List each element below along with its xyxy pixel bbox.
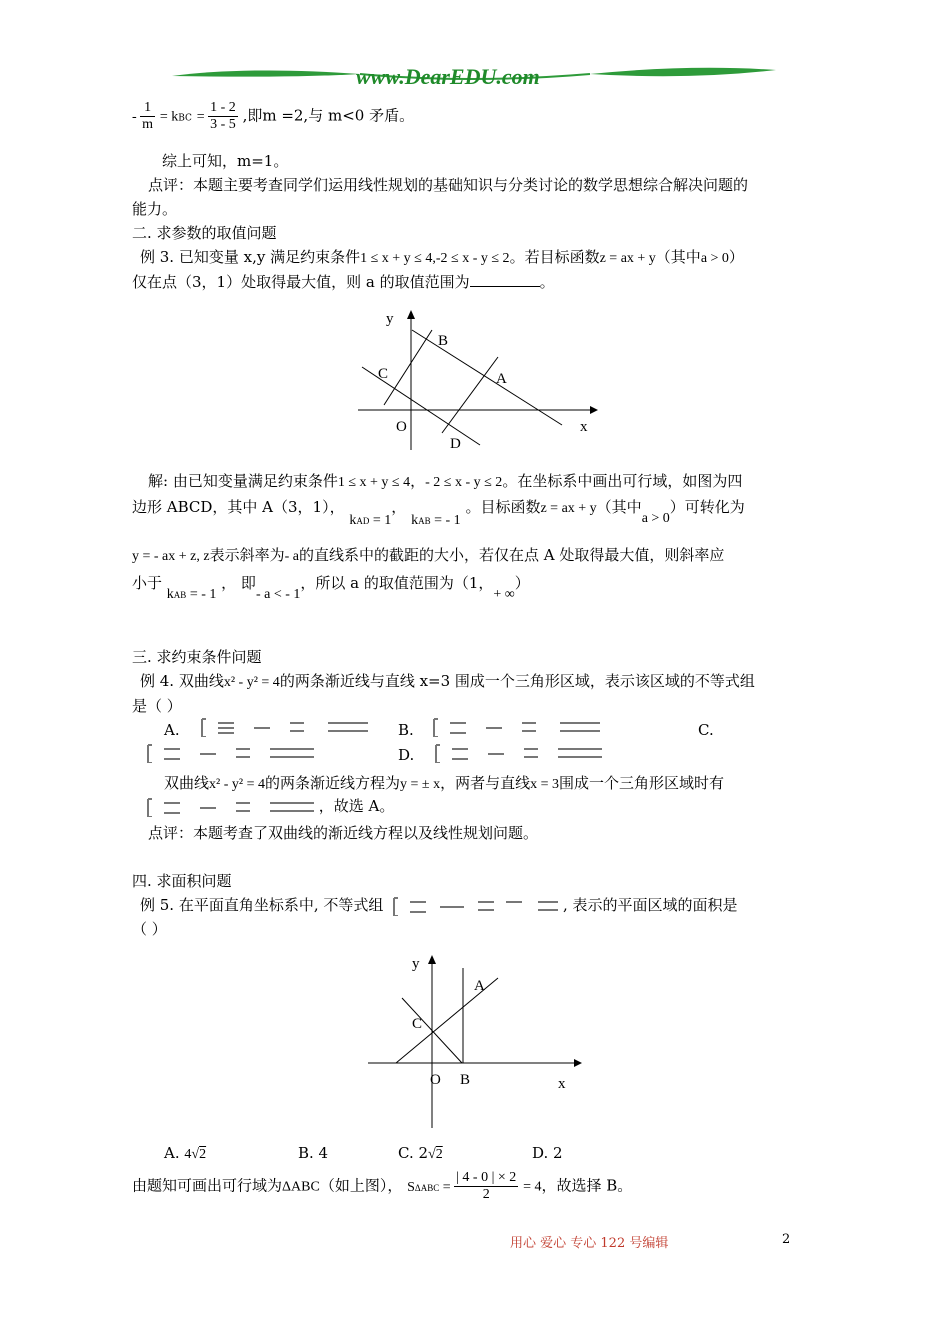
solution-5: 由题知可画出可行域为ΔABC（如上图）， SΔABC = $\frac{| 4 - 0 | \times 2}{2}$ = 4，故选择 B。 bbox=[132, 1170, 633, 1202]
line-x-minus-y-2 bbox=[442, 357, 498, 433]
fig2-label-o: O bbox=[430, 1072, 441, 1088]
solution-4-inequality-image bbox=[144, 797, 314, 817]
fig2-label-a: A bbox=[474, 978, 485, 994]
fig1-label-b: B bbox=[438, 333, 449, 349]
example-3-line-1: 例 3. 已知变量 x,y 满足约束条件1 ≤ x + y ≤ 4,-2 ≤ x - y ≤ 2。若目标函数z = ax + y（其中a > 0） bbox=[140, 248, 744, 266]
example-3-line-2: 仅在点（3，1）处取得最大值，则 a 的取值范围为 。 bbox=[132, 273, 555, 291]
fig2-label-y: y bbox=[412, 956, 420, 972]
comment-1-line-a: 点评：本题主要考查同学们运用线性规划的基础知识与分类讨论的数学思想综合解决问题的 bbox=[148, 176, 749, 194]
solution-4-line-2: ，故选 A。 bbox=[144, 795, 394, 817]
solution-4-line-1: 双曲线x² - y² = 4的两条渐近线方程为y = ± x，两者与直线x = 3围成一个三角形区域时有 bbox=[164, 774, 725, 792]
conclusion: 综上可知，m=1。 bbox=[162, 152, 289, 170]
answer-blank bbox=[470, 272, 540, 287]
fraction-slope: $\frac{1 - 2}{3 - 5}$ bbox=[210, 100, 236, 132]
fraction-1-over-m: $\frac{1}{m}$ bbox=[142, 100, 154, 132]
fig1-label-a: A bbox=[496, 371, 507, 387]
sqrt-icon: √ bbox=[428, 1147, 436, 1162]
option-a-inequality-image bbox=[198, 717, 368, 737]
figure-2-triangle-region bbox=[362, 950, 592, 1135]
example-5-inequality-image bbox=[388, 896, 558, 916]
fig1-label-x: x bbox=[580, 419, 588, 435]
site-url[interactable]: www.DearEDU.com bbox=[356, 64, 540, 89]
ex5-option-a: A. 4√2 bbox=[164, 1144, 207, 1162]
line-x-plus-y-4 bbox=[412, 330, 562, 425]
option-b-label: B. bbox=[398, 721, 414, 739]
x-axis-arrow-icon bbox=[574, 1059, 582, 1067]
y-axis-arrow-icon bbox=[428, 955, 436, 964]
line-x-minus-y-neg2 bbox=[384, 330, 432, 405]
footer-text: 用心 爱心 专心 122 号编辑 bbox=[510, 1236, 669, 1251]
area-fraction: $\frac{| 4 - 0 | \times 2}{2}$ bbox=[456, 1170, 517, 1202]
option-b-inequality-image bbox=[430, 717, 600, 737]
figure-1-feasible-region bbox=[350, 305, 610, 455]
section-4-heading: 四. 求面积问题 bbox=[132, 872, 232, 890]
solution-3-line-3: y = - ax + z, z表示斜率为- a的直线系中的截距的大小，若仅在点 A 处取得最大值，则斜率应 bbox=[132, 546, 725, 564]
option-d-inequality-image bbox=[432, 743, 602, 763]
fig2-label-c: C bbox=[412, 1016, 423, 1032]
example-5-line-2: （ ） bbox=[132, 920, 167, 938]
fig1-label-o: O bbox=[396, 419, 407, 435]
ex5-option-b: B. 4 bbox=[298, 1144, 329, 1162]
fig2-label-b: B bbox=[460, 1072, 471, 1088]
solution-3-line-1: 解: 由已知变量满足约束条件1 ≤ x + y ≤ 4，- 2 ≤ x - y ≤ 2。在坐标系中画出可行域，如图为四 bbox=[148, 472, 743, 490]
sqrt-icon: √ bbox=[191, 1147, 200, 1162]
comment-1-line-b: 能力。 bbox=[132, 200, 178, 218]
example-4-line-1: 例 4. 双曲线x² - y² = 4的两条渐近线与直线 x=3 围成一个三角形区域，表示该区域的不等式组 bbox=[140, 672, 755, 690]
comment-4: 点评：本题考查了双曲线的渐近线方程以及线性规划问题。 bbox=[148, 824, 539, 842]
section-2-heading: 二. 求参数的取值问题 bbox=[132, 224, 277, 242]
x-axis-arrow-icon bbox=[590, 406, 598, 414]
header-banner bbox=[170, 62, 780, 96]
ex5-option-d: D. 2 bbox=[532, 1144, 563, 1162]
page-number: 2 bbox=[782, 1232, 791, 1247]
fig1-label-d: D bbox=[450, 436, 461, 452]
example-5-line-1: 例 5. 在平面直角坐标系中, 不等式组 , 表示的平面区域的面积是 bbox=[140, 896, 738, 914]
line-1-tail: ,即m =2,与 m<0 矛盾。 bbox=[242, 106, 415, 125]
option-c-inequality-image bbox=[144, 743, 314, 763]
y-axis-arrow-icon bbox=[407, 310, 415, 319]
example-4-line-2: 是（ ） bbox=[132, 697, 182, 715]
solution-3-line-4: 小于 kAB = - 1 ， 即- a < - 1，所以 a 的取值范围为（1，+ ∞） bbox=[132, 574, 530, 602]
ex5-option-c: C. 2√2 bbox=[398, 1144, 443, 1162]
option-a-label: A. bbox=[164, 721, 180, 739]
section-3-heading: 三. 求约束条件问题 bbox=[132, 648, 262, 666]
fig2-label-x: x bbox=[558, 1076, 566, 1092]
solution-3-line-2: 边形 ABCD，其中 A（3，1）， kAD = 1， kAB = - 1 。目标函数z = ax + y（其中a > 0）可转化为 bbox=[132, 498, 745, 528]
fig1-label-y: y bbox=[386, 311, 394, 327]
option-d-label: D. bbox=[398, 746, 415, 764]
option-c-label: C. bbox=[698, 721, 714, 739]
line-1: - $\frac{1}{m}$ = kBC = $\frac{1 - 2}{3 - 5}$ ,即m =2,与 m<0 矛盾。 bbox=[132, 100, 415, 132]
fig1-label-c: C bbox=[378, 366, 389, 382]
